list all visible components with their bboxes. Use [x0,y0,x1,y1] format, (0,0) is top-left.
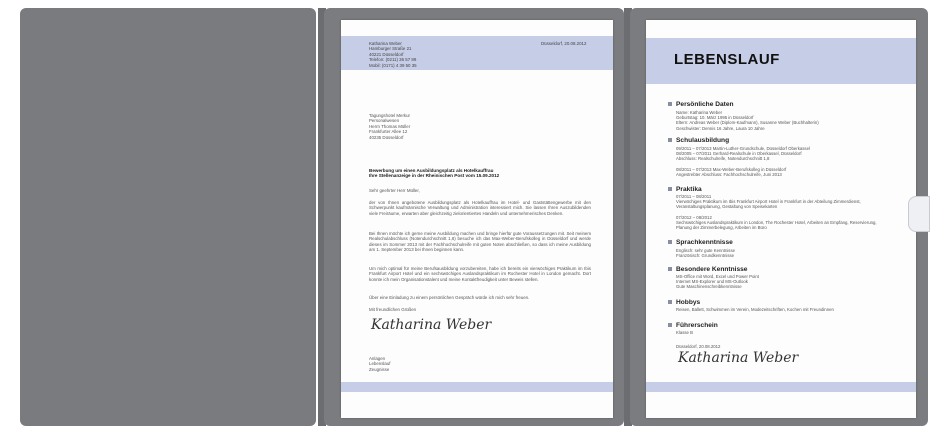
cv-footer-band [646,382,916,392]
bullet-square-icon [668,102,672,106]
cv-title: LEBENSLAUF [674,51,780,68]
letter-date: Düsseldorf, 20.08.2012 [541,41,587,46]
letter-sender: Katharina Weber Hamburger Straße 21 40221 Düsseldorf Telefon: (0211) 36 57 89 Mobil: (0171) 4 39 50 35 [369,41,417,68]
letter-paragraph-1: der von Ihnen angebotene Ausbildungsplatz als Hotelkauffrau im Hotel- und Gaststättengewerbe mit den Schwerpunkt kaufmännische Verwaltung und Administration interessiert mich. Sie lassen Ihren Auszubildenden viele Freiräume, erwarten aber gleichzeitig zielorientiertes Handeln und unternehmerisches Denken. [369,200,591,216]
cv-signature: Katharina Weber [678,350,799,366]
cv-place-date: Düsseldorf, 20.08.2012 [676,344,721,349]
letter-salutation: Sehr geehrter Herr Müller, [369,188,420,193]
cv-section-body: Englisch: sehr gute Kenntnisse Französisch: Grundkenntnisse [676,248,735,259]
bullet-square-icon [668,323,672,327]
letter-paragraph-3: Um mich optimal für meine Berufsausbildung vorzubereiten, habe ich bereits ein vierwöchiges Praktikum im Ibis Frankfurt Airport Hotel und ein sechswöchiges Auslandspraktikum im Rochester Hotel in London gemacht. Dort konnte ich mein Organisationstalent und meine Kontaktfreudigkeit unter Beweis stellen. [369,266,591,282]
letter-recipient: Tagungshotel Merkur Personalwesen Herrn Thomas Müller Frankfurter Allee 12 40235 Düsseldorf [369,113,411,140]
letter-subject: Bewerbung um einen Ausbildungsplatz als Hotelkauffrau Ihre Stellenanzeige in der Rheinischen Post vom 15.09.2012 [369,168,500,179]
cv-section-body: Reisen, Ballett, Schwimmen im Verein, Modezeitschriften, Kochen mit Freundinnen [676,307,834,312]
cv-section-body: 07/2011 – 08/2011 Vierwöchiges Praktikum im Ibis Frankfurt Airport Hotel in Frankfurt in der Abteilung Zimmerdienst, Veranstaltungsplanung, Gestaltung von Speisekarten 07/2012 – 08/2012 Sechswöchiges Auslandspraktikum in London, The Rochester Hotel, Arbeiten an Empfang, Reservierung, Planung der Zimmerbelegung, Arbeiten im Büro [676,194,877,231]
cv-section-heading: Persönliche Daten [676,101,734,108]
bullet-square-icon [668,267,672,271]
folder-insert-tab [908,196,930,232]
cv-section-heading: Sprachkenntnisse [676,239,733,246]
letter-paragraph-4: Über eine Einladung zu einem persönlichen Gespräch würde ich mich sehr freuen. [369,295,530,300]
cv-section-body: Klasse B [676,330,693,335]
cv-section-heading: Führerschein [676,322,718,329]
cv-sheet [646,20,916,418]
letter-closing: Mit freundlichen Grüßen [369,307,417,312]
cv-section-heading: Schulausbildung [676,137,729,144]
cv-section-heading: Hobbys [676,299,700,306]
letter-paragraph-2: Bei Ihnen möchte ich gerne meine Ausbildung machen und bringe hierfür gute Voraussetzungen mit. Seit meinem Realschulabschluss (Notendurchschnitt 1,8) besuche ich das Max-Weber-Berufskolleg in Düsseldorf und werde dieses im Sommer 2013 mit der Fachhochschulreife mit guten Noten abschließen, so dass ich meine Ausbildung am 1. September 2013 bei Ihnen beginnen kann. [369,231,591,253]
cv-section-heading: Besondere Kenntnisse [676,266,747,273]
cv-section-body: Name: Katharina Weber Geburtstag: 10. März 1995 in Düsseldorf Eltern: Andreas Weber (Diplom-Kaufmann), Susanne Weber (Buchhalterin) Geschwister: Dennis 16 Jahre, Laura 10 Jahre [676,110,819,131]
folder-left-cover [20,8,316,426]
cv-section-heading: Praktika [676,186,702,193]
cover-letter-sheet [341,20,613,418]
cv-section-body: 09/2011 – 07/2013 Martin-Luther-Grundschule, Düsseldorf Oberkassel 08/2005 – 07/2011 Gerhard-Realschule in Oberkassel, Düsseldorf Abschluss: Realschulreife, Notendurchschnitt 1,8 08/2011 – 07/2013 Max-Weber-Berufskolleg in Düsseldorf Angestrebter Abschluss: Fachhochschulreife, Juni 2013 [676,146,810,178]
bullet-square-icon [668,187,672,191]
cv-section-body: MS-Office mit Word, Excel und Power Point Internet MS-Explorer und MS-Outlook Gute Maschinenschreibkenntnisse [676,274,759,290]
letter-attachments: Anlagen Lebenslauf Zeugnisse [369,356,391,372]
bullet-square-icon [668,138,672,142]
letter-footer-band [341,382,613,392]
bullet-square-icon [668,240,672,244]
bullet-square-icon [668,300,672,304]
letter-signature: Katharina Weber [371,317,492,333]
